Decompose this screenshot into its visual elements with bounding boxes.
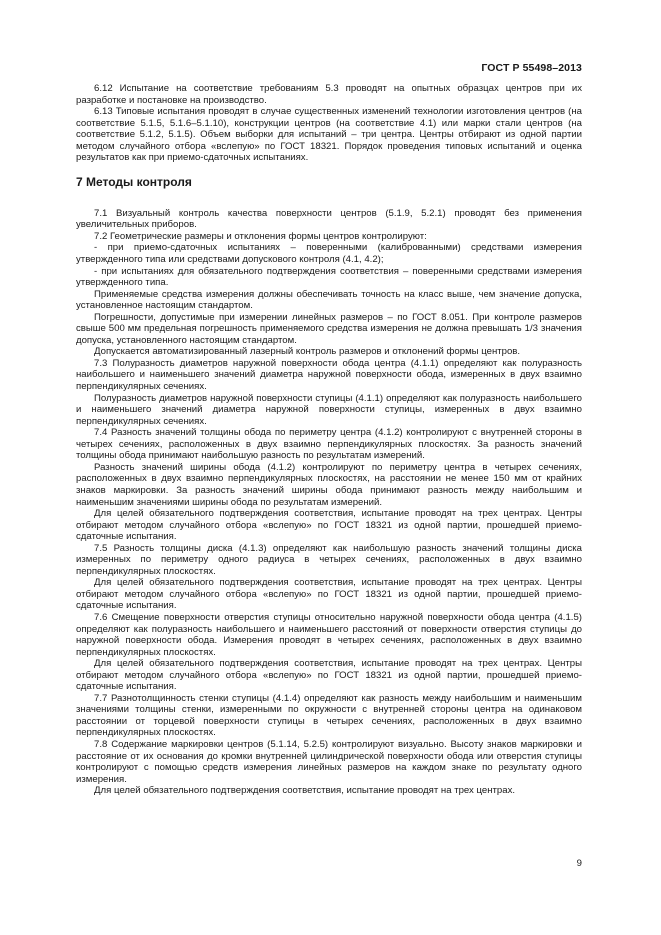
document-body xyxy=(76,83,582,797)
paragraph-7-4-conformity: Для целей обязательного подтверждения соответствия, испытание проводят на трех центрах. Центры отбирают методом случайного отбора «вслепую» по ГОСТ 18321 из одной партии, прошедшей приемо-сдаточные испытания. xyxy=(76,508,582,543)
paragraph-7-2: 7.2 Геометрические размеры и отклонения формы центров контролируют: xyxy=(94,230,427,242)
section-heading: 7 Методы контроля xyxy=(76,174,192,189)
paragraph-7-4: 7.4 Разность значений толщины обода по периметру центра (4.1.2) контролируют с внутренней стороны в четырех сечениях, расположенных в двух взаимно перпендикулярных плоскостях. За разность значений толщины обода принимают наибольшую разность по результатам измерений. xyxy=(76,427,582,462)
paragraph-7-8-conformity: Для целей обязательного подтверждения соответствия, испытание проводят на трех центрах. xyxy=(94,785,516,797)
paragraph-laser-control: Допускается автоматизированный лазерный контроль размеров и отклонений формы центров. xyxy=(94,346,521,358)
paragraph-7-5: 7.5 Разность толщины диска (4.1.3) определяют как наибольшую разность значений толщины диска измеренных по периметру одного радиуса в четырех сечениях, расположенных в двух взаимно перпендикулярных плоскостях. xyxy=(76,542,582,577)
paragraph-7-2-item-2: - при испытаниях для обязательного подтверждения соответствия – поверенными средствами измерения утвержденного типа. xyxy=(76,265,582,289)
document-code-header: ГОСТ Р 55498–2013 xyxy=(481,62,582,74)
paragraph-7-3-hub: Полуразность диаметров наружной поверхности ступицы (4.1.1) определяют как полуразность наибольшего и наименьшего значений диаметра наружной поверхности ступицы, измеренных в двух взаимно перпендикулярных сечениях. xyxy=(76,392,582,427)
paragraph-7-4-width: Разность значений ширины обода (4.1.2) контролируют по периметру центра в четырех сечениях, расположенных в двух взаимно перпендикулярных плоскостях, на расстоянии не менее 150 мм от крайних знаков маркировки. За разность значений ширины обода принимают разность между наибольшим и наименьшим значениями ширины обода по результатам измерений. xyxy=(76,461,582,508)
paragraph-6-13: 6.13 Типовые испытания проводят в случае существенных изменений технологии изготовления центров (на соответствие 5.1.5, 5.1.6–5.1.10), конструкции центров (на соответствие 4.1) или марки стали центров (на соответствие 5.1.2, 5.1.5). Объем выборки для испытаний – три центра. Центры отбирают из одной партии методом случайного отбора «вслепую» по ГОСТ 18321. Порядок проведения типовых испытаний и оценка результатов как при приемо-сдаточных испытаниях. xyxy=(76,106,582,164)
paragraph-7-3: 7.3 Полуразность диаметров наружной поверхности обода центра (4.1.1) определяют как полуразность наибольшего и наименьшего значений диаметра наружной поверхности обода, измеренных в двух взаимно перпендикулярных сечениях. xyxy=(76,357,582,393)
paragraph-7-8: 7.8 Содержание маркировки центров (5.1.14, 5.2.5) контролируют визуально. Высоту знаков маркировки и расстояние от их основания до кромки внутренней цилиндрической поверхности обода или отверстия ступицы контролируют с помощью средств измерения линейных размеров на каждом знаке по результату одного измерения. xyxy=(76,738,582,785)
paragraph-7-7: 7.7 Разнотолщинность стенки ступицы (4.1.4) определяют как разность между наибольшим и наименьшим значениями толщины стенки, измеренными по окружности с внутренней стороны центра на одинаковом расстоянии от торцевой поверхности ступицы в четырех сечениях, расположенных в двух взаимно перпендикулярных плоскостях. xyxy=(76,692,582,739)
paragraph-7-5-conformity: Для целей обязательного подтверждения соответствия, испытание проводят на трех центрах. Центры отбирают методом случайного отбора «вслепую» по ГОСТ 18321 из одной партии, прошедшей приемо-сдаточные испытания. xyxy=(76,577,582,612)
paragraph-7-2-item-1: - при приемо-сдаточных испытаниях – поверенными (калиброванными) средствами измерения утвержденного типа или средствами допускового контроля (4.1, 4.2); xyxy=(76,242,582,266)
paragraph-7-6-conformity: Для целей обязательного подтверждения соответствия, испытание проводят на трех центрах. Центры отбирают методом случайного отбора «вслепую» по ГОСТ 18321 из одной партии, прошедшей приемо-сдаточные испытания. xyxy=(76,658,582,693)
paragraph-7-1: 7.1 Визуальный контроль качества поверхности центров (5.1.9, 5.2.1) проводят без применения увеличительных приборов. xyxy=(76,207,582,231)
paragraph-accuracy: Применяемые средства измерения должны обеспечивать точность на класс выше, чем значение допуска, установленное настоящим стандартом. xyxy=(76,288,582,312)
paragraph-errors: Погрешности, допустимые при измерении линейных размеров – по ГОСТ 8.051. При контроле размеров свыше 500 мм предельная погрешность применяемого средства измерения не должна превышать 1/3 значения допуска, установленного настоящим стандартом. xyxy=(76,311,582,346)
paragraph-7-6: 7.6 Смещение поверхности отверстия ступицы относительно наружной поверхности обода центра (4.1.5) определяют как полуразность наибольшего и наименьшего расстояний от поверхности отверстия ступицы до наружной поверхности обода. Измерения проводят в четырех сечениях, расположенных в двух взаимно перпендикулярных плоскостях. xyxy=(76,611,582,658)
paragraph-6-12: 6.12 Испытание на соответствие требованиям 5.3 проводят на опытных образцах центров при их разработке и постановке на производство. xyxy=(76,83,582,106)
page-number: 9 xyxy=(576,858,582,869)
